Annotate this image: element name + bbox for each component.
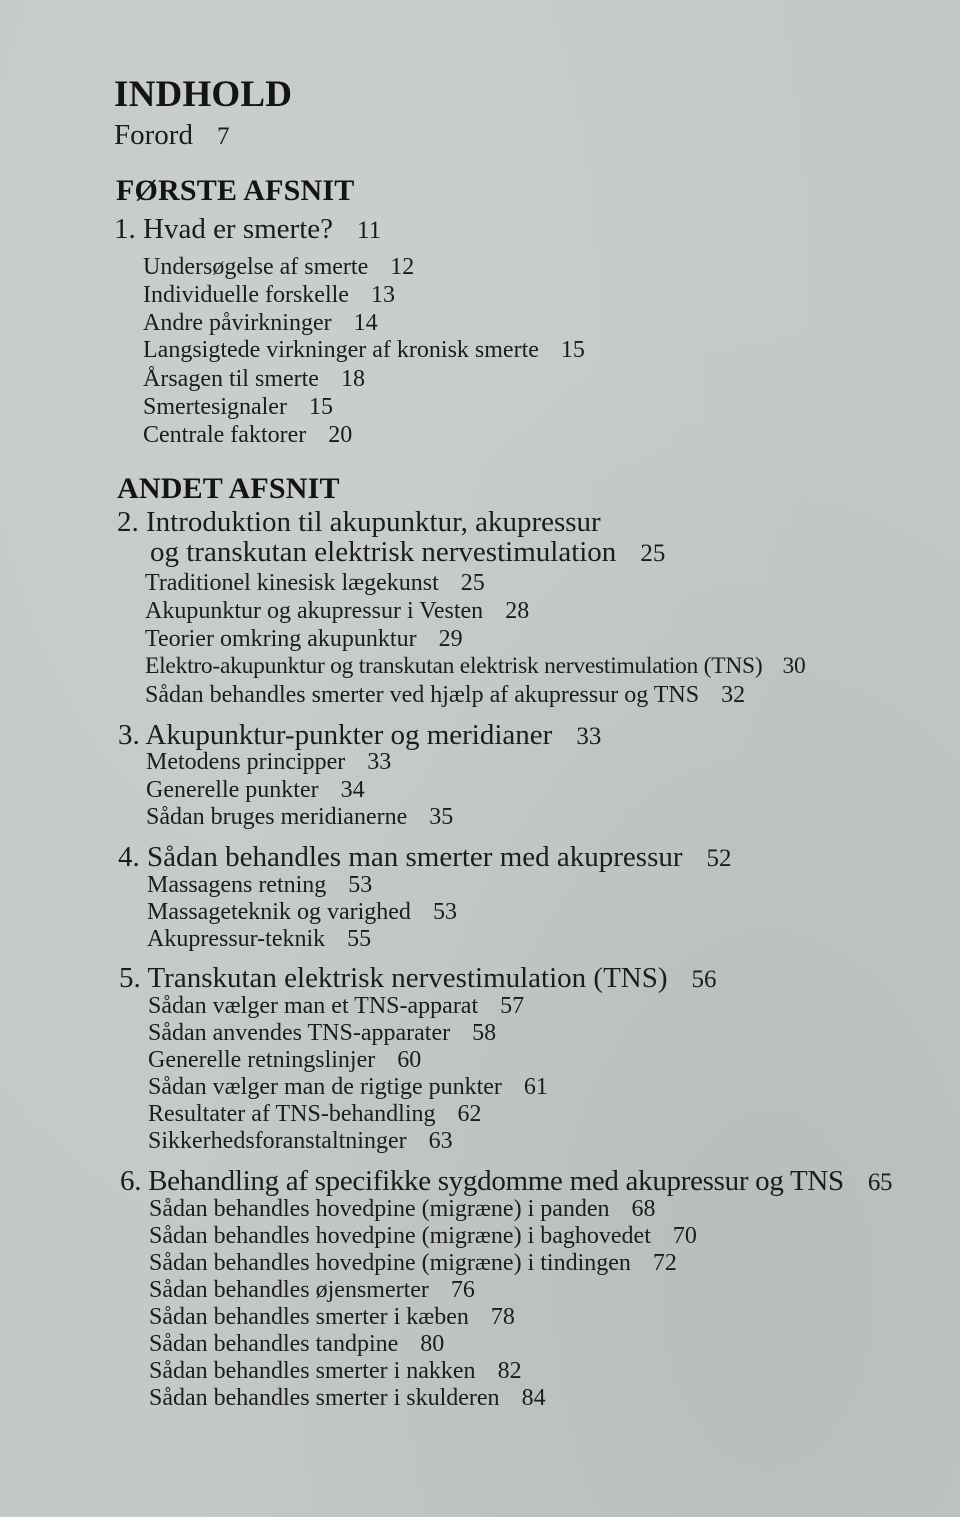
toc-entry-label: 6. Behandling af specifikke sygdomme med akupressur og TNS [120, 1165, 844, 1197]
toc-entry-page: 63 [428, 1128, 453, 1154]
toc-subentry [145, 569, 485, 597]
toc-subentry [145, 652, 805, 680]
toc-subentry [148, 1019, 496, 1047]
toc-entry-label: Akupressur-teknik [147, 926, 326, 952]
toc-entry-label: Massageteknik og varighed [147, 899, 411, 925]
toc-subentry [147, 898, 457, 926]
toc-entry-page: 25 [460, 570, 485, 596]
toc-entry-page: 25 [640, 540, 666, 567]
toc-entry-label: Akupunktur og akupressur i Vesten [145, 598, 484, 624]
section-title: ANDET AFSNIT [117, 472, 340, 505]
toc-entry-label: Resultater af TNS-behandling [148, 1101, 436, 1127]
toc-entry-label: og transkutan elektrisk nervestimulation [150, 536, 617, 568]
toc-entry-page: 53 [432, 899, 457, 925]
toc-entry-page: 29 [438, 626, 463, 652]
toc-entry-page: 35 [429, 804, 454, 830]
toc-subentry [149, 1276, 475, 1304]
toc-entry-page: 56 [691, 966, 717, 993]
toc-subentry [143, 309, 378, 337]
toc-subentry [149, 1222, 697, 1250]
toc-subentry [143, 421, 352, 449]
toc-subentry [143, 393, 333, 421]
toc-entry-page: 58 [472, 1020, 497, 1046]
toc-entry-page: 80 [420, 1331, 445, 1357]
toc-entry-label: Sådan bruges meridianerne [146, 804, 408, 830]
toc-entry-page: 68 [631, 1196, 656, 1222]
toc-entry-page: 61 [523, 1074, 548, 1100]
toc-entry-page: 82 [497, 1358, 522, 1384]
toc-entry-label: Sådan vælger man de rigtige punkter [148, 1074, 502, 1100]
toc-subentry [148, 992, 524, 1020]
toc-subentry [147, 871, 372, 899]
toc-entry-label: Sådan behandles hovedpine (migræne) i tindingen [149, 1250, 631, 1276]
toc-entry-page: 30 [782, 653, 806, 679]
toc-entry-label: Sådan behandles hovedpine (migræne) i panden [149, 1196, 610, 1222]
toc-subentry [146, 776, 365, 804]
toc-subentry [143, 365, 365, 393]
toc-entry-label: Smertesignaler [143, 394, 287, 420]
toc-entry-label: Sådan behandles smerter ved hjælp af akupressur og TNS [145, 682, 700, 708]
toc-subentry [149, 1249, 677, 1277]
toc-chapter [117, 505, 601, 539]
toc-entry-label: Sådan vælger man et TNS-apparat [148, 993, 479, 1019]
toc-entry-label: 1. Hvad er smerte? [114, 213, 334, 245]
toc-entry-label: Centrale faktorer [143, 422, 307, 448]
toc-subentry [143, 281, 395, 309]
toc-subentry [148, 1127, 453, 1155]
toc-entry-page: 13 [370, 282, 395, 308]
toc-entry-page: 52 [706, 845, 732, 872]
toc-entry-page: 70 [672, 1223, 697, 1249]
toc-subentry [146, 803, 453, 831]
toc-subentry [146, 748, 391, 776]
toc-entry-page: 12 [390, 254, 415, 280]
toc-entry-page: 53 [348, 872, 373, 898]
toc-entry-page: 55 [347, 926, 372, 952]
toc-entry-label: Sådan behandles tandpine [149, 1331, 399, 1357]
toc-entry-label: Metodens principper [146, 749, 346, 775]
toc-entry-label: Langsigtede virkninger af kronisk smerte [143, 337, 539, 363]
toc-entry-page: 14 [353, 310, 378, 336]
toc-entry-page: 33 [576, 723, 602, 750]
toc-entry-label: 5. Transkutan elektrisk nervestimulation (TNS) [119, 962, 668, 994]
toc-entry-label: Individuelle forskelle [143, 282, 349, 308]
toc-entry-page: 32 [721, 682, 746, 708]
toc-entry-page: 62 [457, 1101, 482, 1127]
toc-subentry [148, 1046, 421, 1074]
toc-entry-label: Sikkerhedsforanstaltninger [148, 1128, 407, 1154]
toc-entry-page: 18 [340, 366, 365, 392]
toc-entry-page: 34 [340, 777, 365, 803]
toc-subentry [143, 253, 414, 281]
toc-entry-page: 28 [505, 598, 530, 624]
toc-entry-label: Elektro-akupunktur og transkutan elektrisk nervestimulation (TNS) [145, 653, 763, 679]
toc-entry-label: Forord [114, 119, 193, 151]
toc-subentry [149, 1303, 515, 1331]
toc-entry-label: Generelle punkter [146, 777, 319, 803]
toc-entry-label: Traditionel kinesisk lægekunst [145, 570, 439, 596]
toc-entry-label: 3. Akupunktur-punkter og meridianer [118, 719, 553, 751]
toc-entry-page: 60 [397, 1047, 422, 1073]
toc-subentry [148, 1100, 481, 1128]
toc-entry-label: Undersøgelse af smerte [143, 254, 369, 280]
toc-entry-page: 15 [560, 337, 585, 363]
toc-subentry [145, 681, 745, 709]
toc-subentry [145, 597, 529, 625]
toc-subentry [149, 1330, 444, 1358]
toc-entry-page: 65 [867, 1169, 893, 1196]
toc-entry-label: Sådan behandles øjensmerter [149, 1277, 429, 1303]
toc-entry-label: Sådan behandles smerter i nakken [149, 1358, 476, 1384]
toc-subentry [148, 1073, 548, 1101]
toc-entry-label: Sådan anvendes TNS-apparater [148, 1020, 451, 1046]
toc-entry-label: 4. Sådan behandles man smerter med akupressur [118, 841, 683, 873]
toc-entry-label: 2. Introduktion til akupunktur, akupressur [117, 506, 601, 538]
toc-entry-label: Sådan behandles hovedpine (migræne) i baghovedet [149, 1223, 651, 1249]
toc-entry-label: Teorier omkring akupunktur [145, 626, 417, 652]
toc-subentry [149, 1384, 546, 1412]
toc-entry-page: 15 [308, 394, 333, 420]
toc-subentry [149, 1357, 522, 1385]
toc-entry-page: 78 [490, 1304, 515, 1330]
toc-subentry [147, 925, 371, 953]
toc-entry-page: 84 [521, 1385, 546, 1411]
toc-subentry [143, 336, 585, 364]
toc-entry-page: 11 [357, 217, 382, 244]
toc-entry-label: Årsagen til smerte [143, 366, 319, 392]
toc-entry-page: 20 [328, 422, 353, 448]
toc-subentry [149, 1195, 656, 1223]
toc-entry-label: Generelle retningslinjer [148, 1047, 376, 1073]
page-title: INDHOLD [114, 74, 293, 115]
toc-entry-page: 72 [652, 1250, 677, 1276]
toc-entry-foreword [114, 118, 229, 154]
toc-entry-label: Andre påvirkninger [143, 310, 332, 336]
section-title: FØRSTE AFSNIT [116, 174, 355, 207]
toc-entry-page: 76 [450, 1277, 475, 1303]
toc-entry-page: 7 [216, 123, 230, 150]
toc-subentry [145, 625, 463, 653]
toc-chapter-continuation [150, 535, 665, 571]
toc-chapter [114, 212, 381, 248]
toc-entry-label: Sådan behandles smerter i kæben [149, 1304, 469, 1330]
toc-entry-page: 57 [500, 993, 525, 1019]
toc-entry-label: Sådan behandles smerter i skulderen [149, 1385, 500, 1411]
toc-entry-page: 33 [367, 749, 392, 775]
toc-entry-label: Massagens retning [147, 872, 327, 898]
